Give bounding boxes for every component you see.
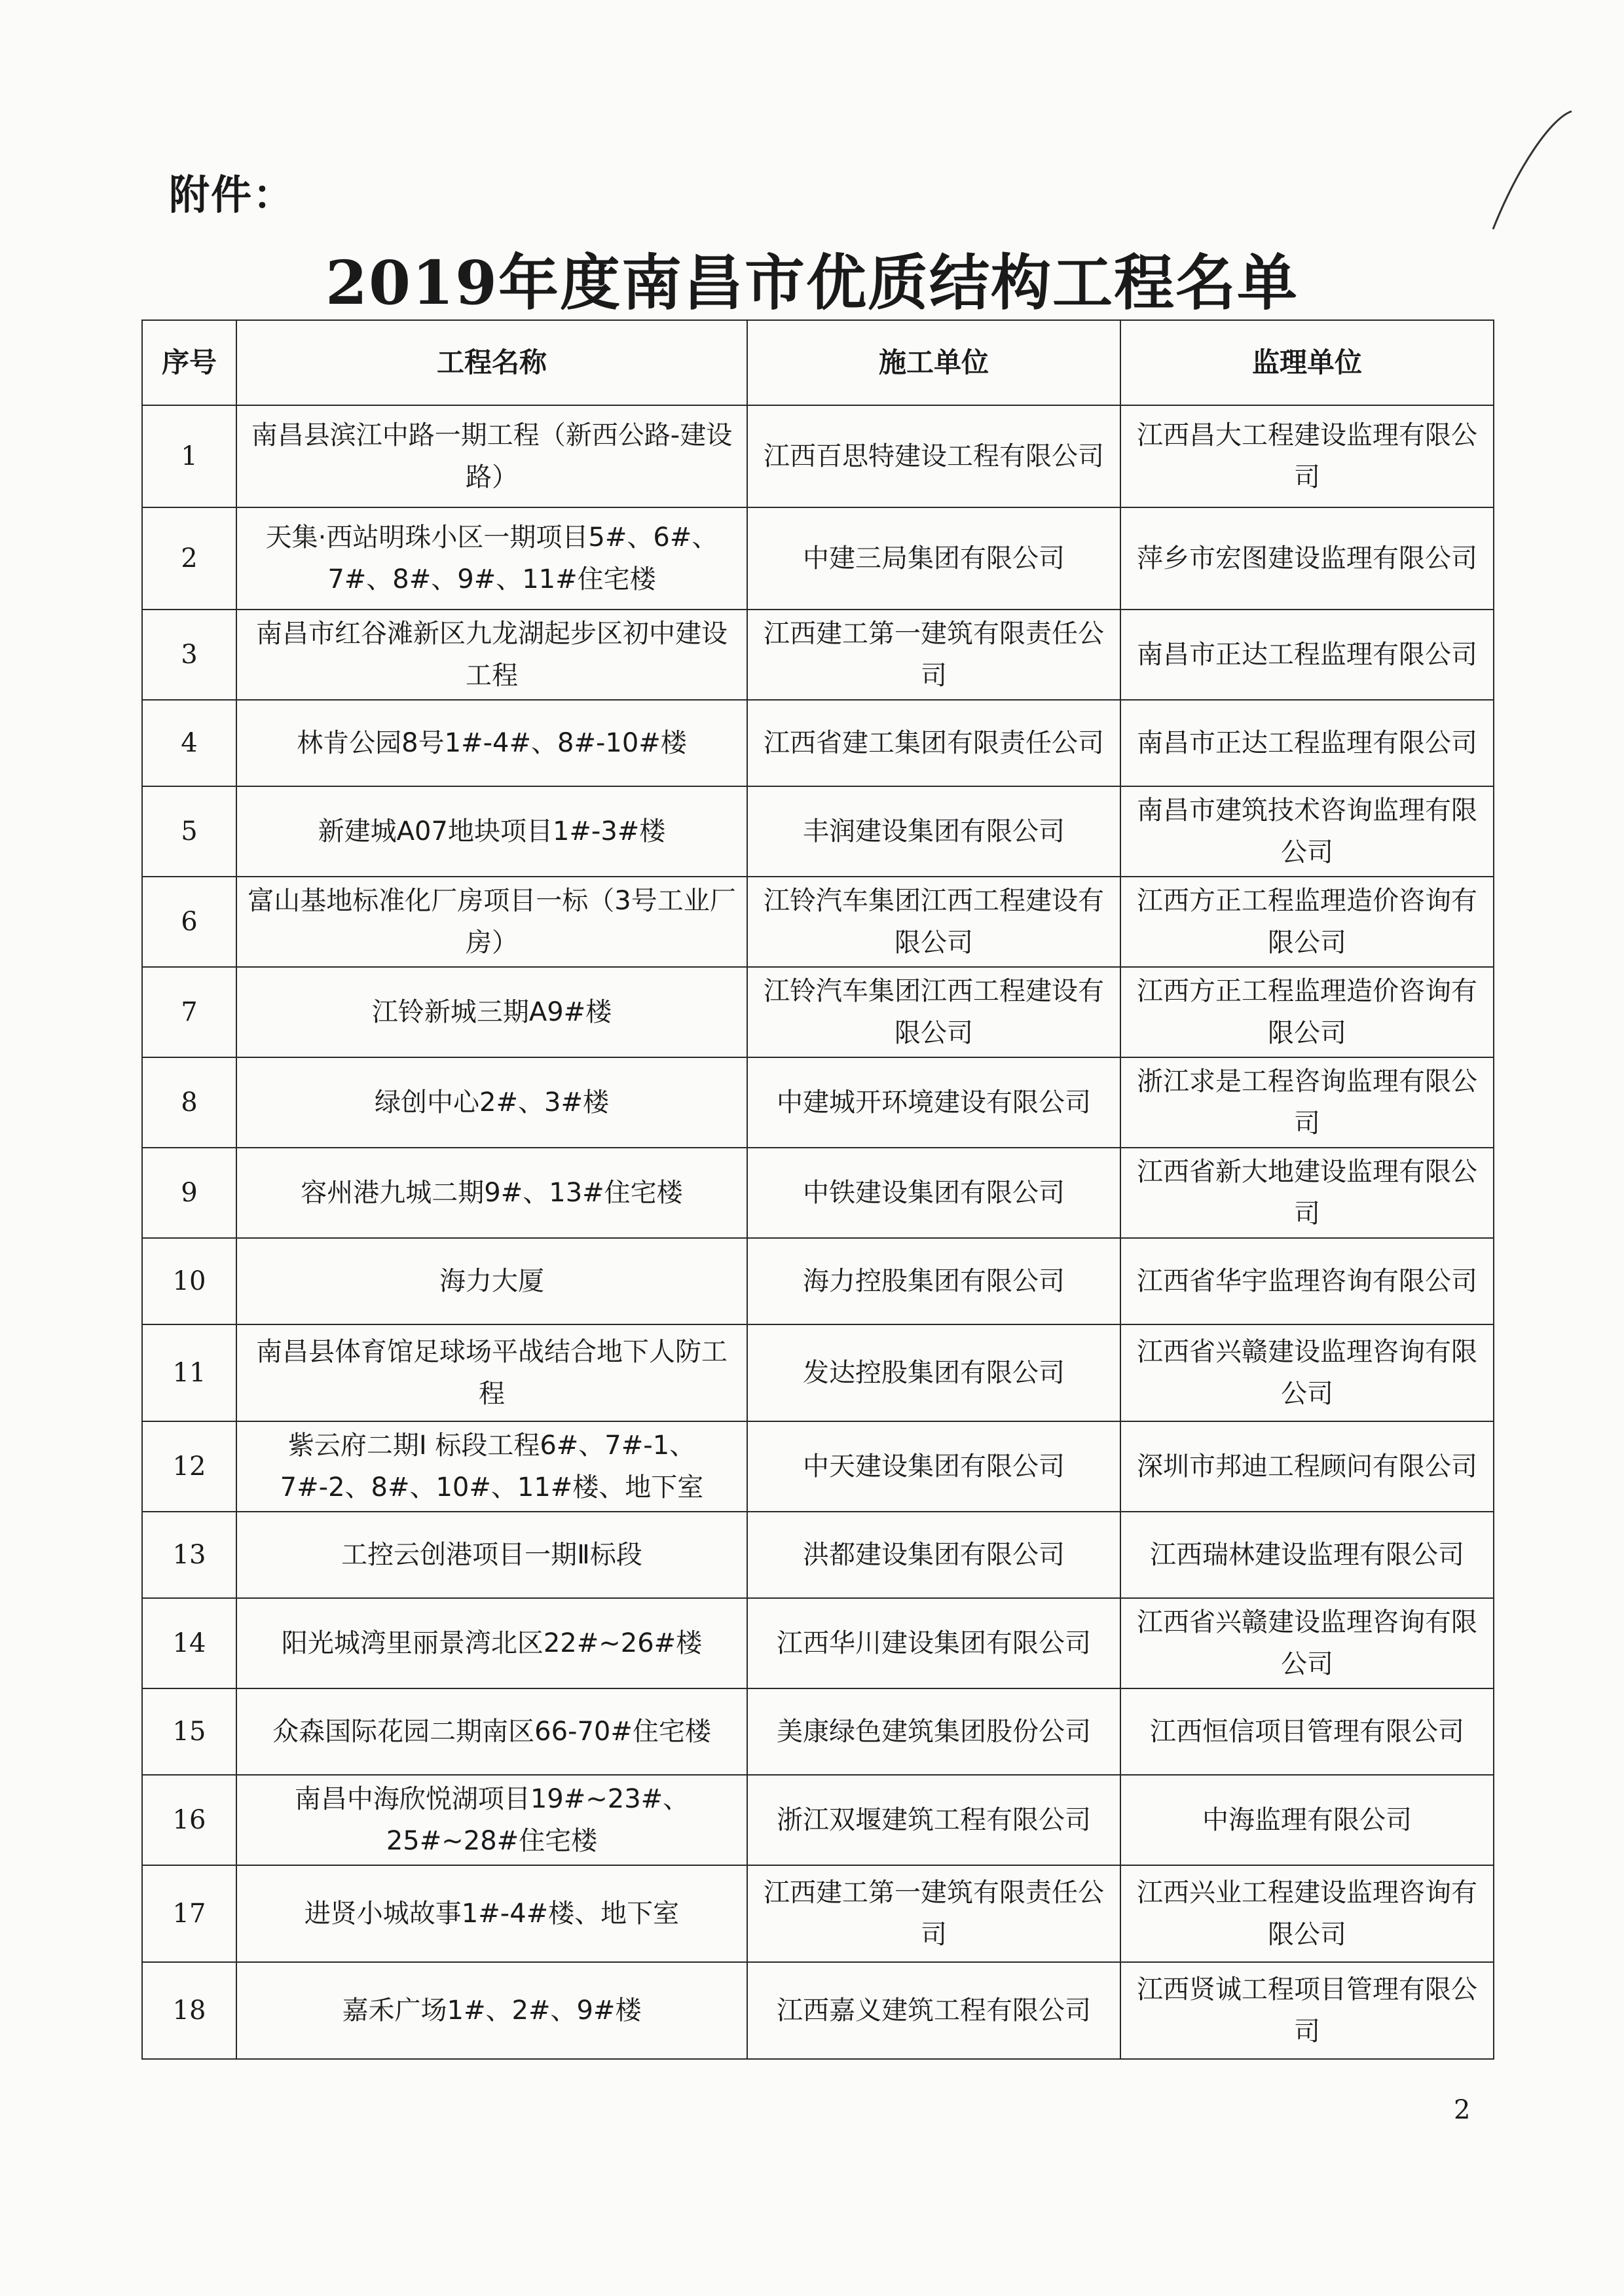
project-table xyxy=(141,319,1494,2060)
cell-contractor: 洪都建设集团有限公司 xyxy=(747,1512,1120,1598)
cell-supervisor: 中海监理有限公司 xyxy=(1120,1775,1494,1865)
table-row xyxy=(142,1962,1494,2059)
cell-no: 11 xyxy=(142,1324,236,1421)
cell-project: 绿创中心2#、3#楼 xyxy=(236,1057,747,1148)
cell-no: 18 xyxy=(142,1962,236,2059)
cell-contractor: 江西嘉义建筑工程有限公司 xyxy=(747,1962,1120,2059)
cell-project: 新建城A07地块项目1#-3#楼 xyxy=(236,786,747,877)
header-no: 序号 xyxy=(142,320,236,405)
cell-contractor: 中建城开环境建设有限公司 xyxy=(747,1057,1120,1148)
table-row xyxy=(142,1324,1494,1421)
cell-no: 4 xyxy=(142,700,236,786)
cell-contractor: 江铃汽车集团江西工程建设有限公司 xyxy=(747,967,1120,1057)
cell-supervisor: 南昌市正达工程监理有限公司 xyxy=(1120,610,1494,700)
table-row xyxy=(142,786,1494,877)
cell-no: 6 xyxy=(142,877,236,967)
table-row xyxy=(142,1148,1494,1238)
cell-supervisor: 浙江求是工程咨询监理有限公司 xyxy=(1120,1057,1494,1148)
header-project: 工程名称 xyxy=(236,320,747,405)
cell-supervisor: 深圳市邦迪工程顾问有限公司 xyxy=(1120,1421,1494,1512)
cell-contractor: 丰润建设集团有限公司 xyxy=(747,786,1120,877)
table-row xyxy=(142,1775,1494,1865)
cell-no: 2 xyxy=(142,507,236,610)
cell-no: 13 xyxy=(142,1512,236,1598)
cell-contractor: 中天建设集团有限公司 xyxy=(747,1421,1120,1512)
cell-supervisor: 南昌市建筑技术咨询监理有限公司 xyxy=(1120,786,1494,877)
cell-supervisor: 江西省兴赣建设监理咨询有限公司 xyxy=(1120,1598,1494,1688)
cell-project: 海力大厦 xyxy=(236,1238,747,1324)
table-row xyxy=(142,610,1494,700)
cell-project: 南昌中海欣悦湖项目19#~23#、25#~28#住宅楼 xyxy=(236,1775,747,1865)
cell-no: 7 xyxy=(142,967,236,1057)
cell-no: 14 xyxy=(142,1598,236,1688)
cell-project: 江铃新城三期A9#楼 xyxy=(236,967,747,1057)
cell-no: 9 xyxy=(142,1148,236,1238)
cell-contractor: 中铁建设集团有限公司 xyxy=(747,1148,1120,1238)
cell-project: 进贤小城故事1#-4#楼、地下室 xyxy=(236,1865,747,1962)
table-row xyxy=(142,700,1494,786)
cell-supervisor: 江西方正工程监理造价咨询有限公司 xyxy=(1120,967,1494,1057)
cell-no: 1 xyxy=(142,405,236,507)
cell-supervisor: 江西贤诚工程项目管理有限公司 xyxy=(1120,1962,1494,2059)
table-row xyxy=(142,1598,1494,1688)
cell-supervisor: 江西兴业工程建设监理咨询有限公司 xyxy=(1120,1865,1494,1962)
cell-contractor: 发达控股集团有限公司 xyxy=(747,1324,1120,1421)
cell-contractor: 江西建工第一建筑有限责任公司 xyxy=(747,610,1120,700)
cell-project: 南昌县体育馆足球场平战结合地下人防工程 xyxy=(236,1324,747,1421)
cell-supervisor: 江西方正工程监理造价咨询有限公司 xyxy=(1120,877,1494,967)
cell-project: 南昌县滨江中路一期工程（新西公路-建设路） xyxy=(236,405,747,507)
cell-project: 天集·西站明珠小区一期项目5#、6#、7#、8#、9#、11#住宅楼 xyxy=(236,507,747,610)
cell-contractor: 江西华川建设集团有限公司 xyxy=(747,1598,1120,1688)
header-contractor: 施工单位 xyxy=(747,320,1120,405)
attachment-label: 附件： xyxy=(169,171,295,219)
cell-no: 12 xyxy=(142,1421,236,1512)
cell-no: 8 xyxy=(142,1057,236,1148)
cell-contractor: 江西建工第一建筑有限责任公司 xyxy=(747,1865,1120,1962)
pen-mark xyxy=(1441,92,1598,249)
document-title: 2019年度南昌市优质结构工程名单 xyxy=(325,247,1299,318)
cell-no: 10 xyxy=(142,1238,236,1324)
cell-project: 阳光城湾里丽景湾北区22#~26#楼 xyxy=(236,1598,747,1688)
table-row xyxy=(142,1865,1494,1962)
cell-supervisor: 萍乡市宏图建设监理有限公司 xyxy=(1120,507,1494,610)
cell-contractor: 浙江双堰建筑工程有限公司 xyxy=(747,1775,1120,1865)
cell-no: 15 xyxy=(142,1688,236,1775)
cell-supervisor: 江西瑞林建设监理有限公司 xyxy=(1120,1512,1494,1598)
table-row xyxy=(142,1688,1494,1775)
cell-project: 富山基地标准化厂房项目一标（3号工业厂房） xyxy=(236,877,747,967)
table-row xyxy=(142,1238,1494,1324)
cell-contractor: 江铃汽车集团江西工程建设有限公司 xyxy=(747,877,1120,967)
cell-contractor: 中建三局集团有限公司 xyxy=(747,507,1120,610)
cell-contractor: 江西省建工集团有限责任公司 xyxy=(747,700,1120,786)
cell-supervisor: 江西恒信项目管理有限公司 xyxy=(1120,1688,1494,1775)
cell-no: 3 xyxy=(142,610,236,700)
table-row xyxy=(142,1512,1494,1598)
cell-supervisor: 江西省新大地建设监理有限公司 xyxy=(1120,1148,1494,1238)
table-header-row xyxy=(142,320,1494,405)
table-row xyxy=(142,507,1494,610)
cell-supervisor: 江西省华宇监理咨询有限公司 xyxy=(1120,1238,1494,1324)
cell-project: 林肯公园8号1#-4#、8#-10#楼 xyxy=(236,700,747,786)
cell-no: 16 xyxy=(142,1775,236,1865)
cell-contractor: 海力控股集团有限公司 xyxy=(747,1238,1120,1324)
cell-project: 嘉禾广场1#、2#、9#楼 xyxy=(236,1962,747,2059)
cell-project: 南昌市红谷滩新区九龙湖起步区初中建设工程 xyxy=(236,610,747,700)
cell-supervisor: 江西省兴赣建设监理咨询有限公司 xyxy=(1120,1324,1494,1421)
cell-project: 众森国际花园二期南区66-70#住宅楼 xyxy=(236,1688,747,1775)
page-number: 2 xyxy=(1454,2095,1471,2125)
table-row xyxy=(142,967,1494,1057)
cell-no: 17 xyxy=(142,1865,236,1962)
cell-supervisor: 南昌市正达工程监理有限公司 xyxy=(1120,700,1494,786)
cell-contractor: 美康绿色建筑集团股份公司 xyxy=(747,1688,1120,1775)
table-row xyxy=(142,1421,1494,1512)
table-row xyxy=(142,405,1494,507)
cell-project: 紫云府二期Ⅰ 标段工程6#、7#-1、7#-2、8#、10#、11#楼、地下室 xyxy=(236,1421,747,1512)
cell-no: 5 xyxy=(142,786,236,877)
cell-project: 容州港九城二期9#、13#住宅楼 xyxy=(236,1148,747,1238)
cell-contractor: 江西百思特建设工程有限公司 xyxy=(747,405,1120,507)
cell-supervisor: 江西昌大工程建设监理有限公司 xyxy=(1120,405,1494,507)
cell-project: 工控云创港项目一期Ⅱ标段 xyxy=(236,1512,747,1598)
header-supervisor: 监理单位 xyxy=(1120,320,1494,405)
table-row xyxy=(142,877,1494,967)
table-row xyxy=(142,1057,1494,1148)
